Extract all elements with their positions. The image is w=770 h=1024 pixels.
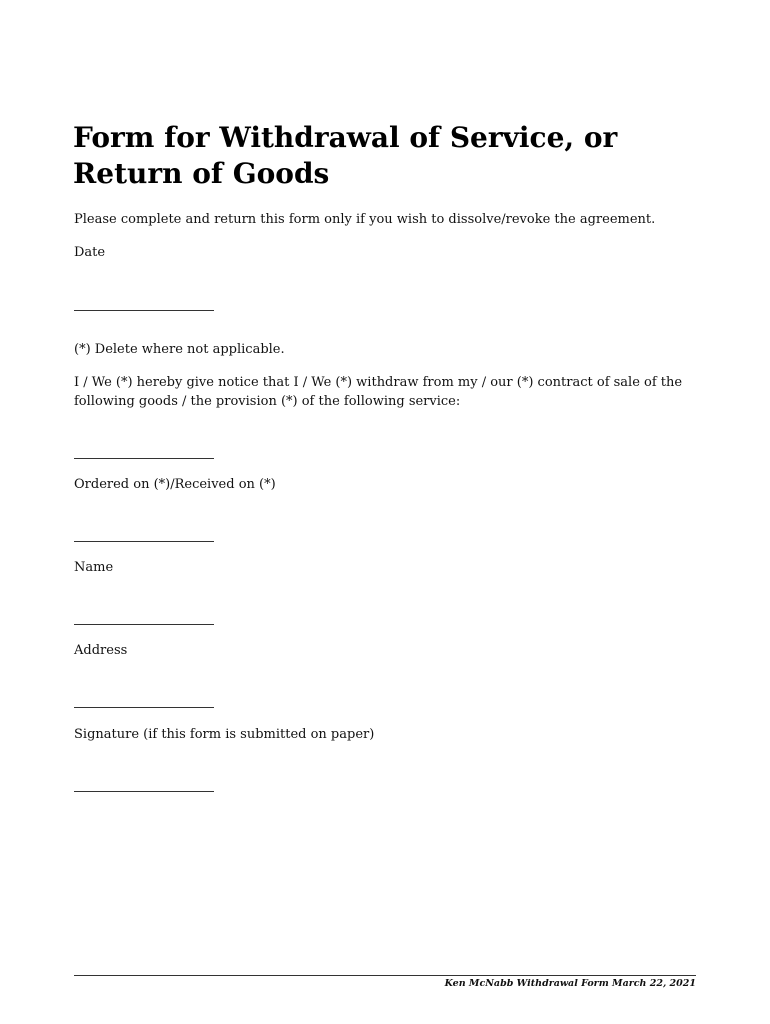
- ordered-received-blank-line[interactable]: [74, 541, 214, 542]
- address-blank-line[interactable]: [74, 707, 214, 708]
- date-label: Date: [74, 245, 106, 260]
- name-label: Name: [74, 560, 114, 575]
- name-blank-line[interactable]: [74, 624, 214, 625]
- form-title: Form for Withdrawal of Service, or Return of Goods: [73, 121, 618, 190]
- date-blank-line[interactable]: [74, 310, 214, 311]
- notice-text: I / We (*) hereby give notice that I / We (*) withdraw from my / our (*) contract of sale of the following goods / the provision (*) of the following service:: [74, 375, 683, 409]
- ordered-received-label: Ordered on (*)/Received on (*): [74, 477, 276, 492]
- signature-label: Signature (if this form is submitted on paper): [74, 727, 375, 742]
- footer-text: Ken McNabb Withdrawal Form March 22, 2021: [444, 978, 696, 989]
- delete-note: (*) Delete where not applicable.: [74, 342, 285, 357]
- address-label: Address: [74, 643, 128, 658]
- goods-service-blank-line[interactable]: [74, 458, 214, 459]
- signature-blank-line[interactable]: [74, 791, 214, 792]
- footer-divider: [74, 975, 696, 976]
- intro-text: Please complete and return this form only if you wish to dissolve/revoke the agreement.: [74, 212, 656, 227]
